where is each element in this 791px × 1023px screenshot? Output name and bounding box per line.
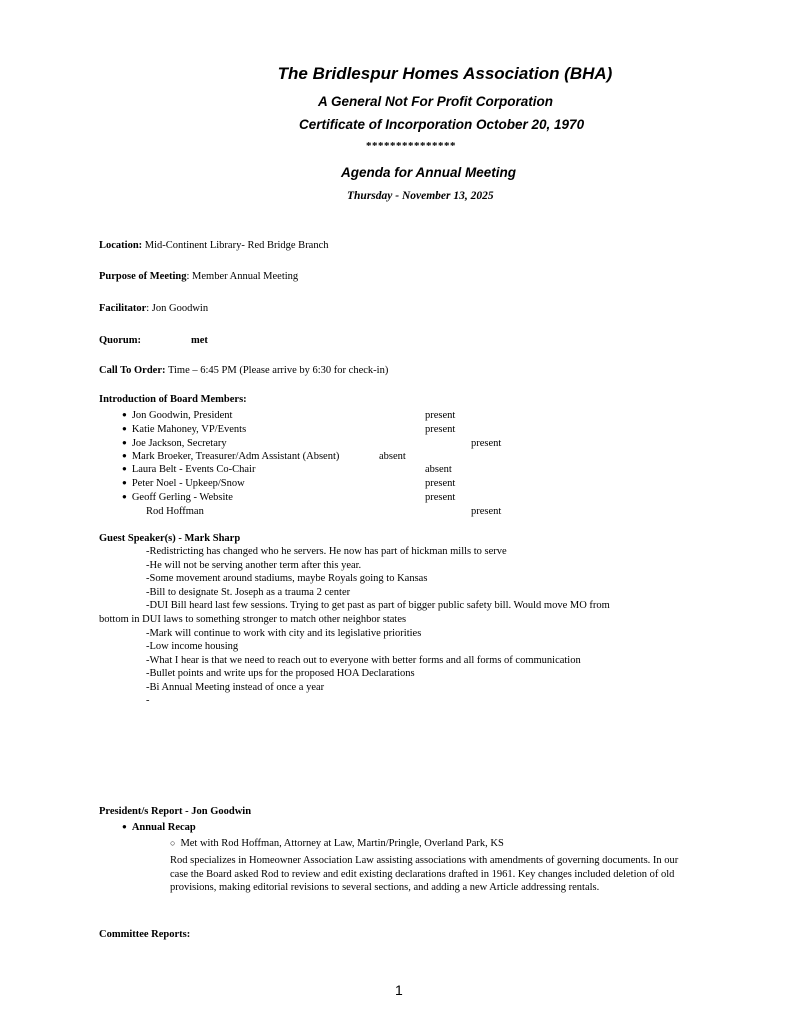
location-label: Location: [99, 240, 143, 251]
committee-reports-heading: Committee Reports: [99, 929, 191, 940]
agenda-title: Agenda for Annual Meeting [341, 165, 516, 180]
guest-note: -Low income housing [146, 641, 239, 652]
purpose-label: Purpose of Meeting [99, 271, 187, 282]
purpose-line [99, 271, 298, 282]
board-member-name: Rod Hoffman [146, 506, 204, 517]
board-member-status: present [471, 438, 502, 449]
annual-recap-sub-bullet: ○ Met with Rod Hoffman, Attorney at Law, Martin/Pringle, Overland Park, KS [170, 838, 504, 849]
board-member-name: ● Jon Goodwin, President [122, 410, 232, 421]
guest-note: -What I hear is that we need to reach out to everyone with better forms and all forms of communication [146, 655, 581, 666]
annual-recap-paragraph: Rod specializes in Homeowner Association Law assisting associations with amendments of governing documents. In our case the Board asked Rod to review and edit existing declarations drafted in 1961. Key changes included deletion of old provisions, making editorial revisions to several sections, and adding a new Article addressing rentals. [170, 855, 679, 894]
guest-note: -He will not be serving another term after this year. [146, 560, 362, 571]
facilitator-label: Facilitator [99, 303, 147, 314]
guest-speaker-heading: Guest Speaker(s) - Mark Sharp [99, 533, 241, 544]
location-value: Mid-Continent Library- Red Bridge Branch [142, 240, 329, 251]
guest-note: bottom in DUI laws to something stronger to match other neighbor states [99, 614, 407, 625]
board-member-status: present [471, 506, 502, 517]
guest-note: - [146, 695, 150, 706]
page-number: 1 [395, 982, 403, 998]
location-line [99, 240, 329, 251]
board-member-status: present [425, 492, 456, 503]
facilitator-value: : Jon Goodwin [146, 303, 209, 314]
board-heading: Introduction of Board Members: [99, 394, 247, 405]
guest-note: -DUI Bill heard last few sessions. Trying to get past as part of bigger public safety bill. Would move MO from [146, 600, 610, 611]
guest-note: -Bill to designate St. Joseph as a trauma 2 center [146, 587, 351, 598]
president-report-heading: President/s Report - Jon Goodwin [99, 806, 252, 817]
guest-note: -Redistricting has changed who he servers. He now has part of hickman mills to serve [146, 546, 507, 557]
call-to-order-value: Time – 6:45 PM (Please arrive by 6:30 for check-in) [165, 365, 389, 376]
quorum-label: Quorum: [99, 335, 141, 346]
guest-note: -Mark will continue to work with city and its legislative priorities [146, 628, 422, 639]
board-member-status: present [425, 478, 456, 489]
board-member-name: ● Katie Mahoney, VP/Events [122, 424, 246, 435]
board-member-name: ● Joe Jackson, Secretary [122, 438, 227, 449]
board-member-name: ● Peter Noel - Upkeep/Snow [122, 478, 245, 489]
meeting-date: Thursday - November 13, 2025 [347, 190, 494, 202]
annual-recap-bullet: ● Annual Recap [122, 822, 196, 833]
board-member-status: absent [379, 451, 406, 462]
certificate-line: Certificate of Incorporation October 20, 1970 [299, 117, 585, 132]
guest-note: -Some movement around stadiums, maybe Royals going to Kansas [146, 573, 428, 584]
board-member-name: ● Laura Belt - Events Co-Chair [122, 464, 255, 475]
facilitator-line [99, 303, 208, 314]
purpose-value: : Member Annual Meeting [186, 271, 299, 282]
board-member-status: present [425, 424, 456, 435]
separator-stars: *************** [366, 140, 456, 152]
board-member-status: present [425, 410, 456, 421]
document-title: The Bridlespur Homes Association (BHA) [277, 64, 613, 83]
call-to-order-label: Call To Order: [99, 365, 166, 376]
board-member-name: ● Geoff Gerling - Website [122, 492, 233, 503]
quorum-value: met [191, 335, 208, 346]
board-member-status: absent [425, 464, 452, 475]
guest-note: -Bi Annual Meeting instead of once a year [146, 682, 325, 693]
board-member-name: ● Mark Broeker, Treasurer/Adm Assistant (Absent) [122, 451, 339, 462]
call-to-order-line [99, 365, 388, 376]
guest-note: -Bullet points and write ups for the proposed HOA Declarations [146, 668, 415, 679]
document-subtitle: A General Not For Profit Corporation [318, 94, 554, 109]
